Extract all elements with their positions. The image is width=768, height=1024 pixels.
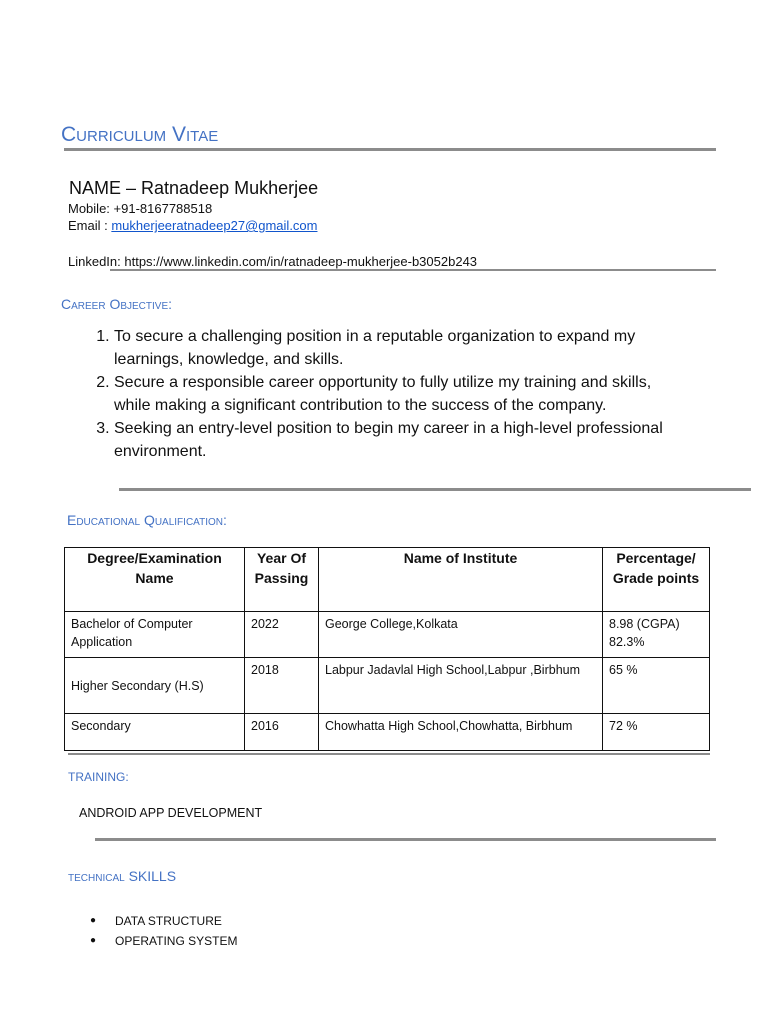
institute-cell: George College,Kolkata [319,612,603,658]
column-header: Percentage/ Grade points [603,548,710,612]
table-row [65,714,710,751]
institute-cell: Chowhatta High School,Chowhatta, Birbhum [319,714,603,751]
linkedin-url: LinkedIn: https://www.linkedin.com/in/ratnadeep-mukherjee-b3052b243 [68,254,478,269]
career-objective-heading: Career Objective: [61,296,173,312]
table-row [65,658,710,714]
candidate-name: NAME – Ratnadeep Mukherjee [69,178,319,198]
degree-value: Higher Secondary (H.S) [71,679,204,693]
score-cell: 72 % [603,714,710,751]
technical-skills-heading [68,867,176,885]
education-heading: Educational Qualification: [67,512,227,528]
degree-cell [65,658,245,714]
score-cell: 65 % [603,658,710,714]
skills-heading-suffix: SKILLS [124,868,177,884]
email-row [68,217,317,235]
column-header: Name of Institute [319,548,603,612]
title-divider [64,148,716,151]
career-objective-list [76,325,676,463]
training-divider [95,838,716,841]
column-header: Year Of Passing [245,548,319,612]
training-heading: TRAINING: [68,770,129,784]
score-value: 82.3% [609,635,645,649]
list-item: 1. To secure a challenging position in a reputable organization to expand my learnings, knowledge, and skills. [114,325,676,371]
mobile-number: Mobile: +91-8167788518 [68,201,213,216]
degree-cell: Secondary [65,714,245,751]
year-cell: 2016 [245,714,319,751]
year-cell: 2018 [245,658,319,714]
header-divider [110,269,716,271]
list-item: 3. Seeking an entry-level position to begin my career in a high-level professional environment. [114,417,676,463]
list-item: 2. Secure a responsible career opportunity to fully utilize my training and skills, while making a significant contribution to the success of the company. [114,371,676,417]
email-label: Email : [68,218,112,233]
table-header-row [65,548,710,612]
degree-cell: Bachelor of Computer Application [65,612,245,658]
education-divider [68,753,710,755]
score-value: 8.98 (CGPA) [609,617,680,631]
column-header: Degree/Examination Name [65,548,245,612]
education-table [64,547,710,751]
list-item: ● OPERATING SYSTEM [82,931,237,951]
year-cell: 2022 [245,612,319,658]
list-item: ● DATA STRUCTURE [82,911,237,931]
objective-divider [119,488,751,491]
training-item: ANDROID APP DEVELOPMENT [79,806,263,820]
institute-cell: Labpur Jadavlal High School,Labpur ,Birbhum [319,658,603,714]
table-row [65,612,710,658]
skills-heading-prefix: technical [68,868,125,884]
score-cell [603,612,710,658]
technical-skills-list [82,911,237,951]
email-link[interactable]: mukherjeeratnadeep27@gmail.com [111,218,318,233]
document-title: Curriculum Vitae [61,123,219,146]
